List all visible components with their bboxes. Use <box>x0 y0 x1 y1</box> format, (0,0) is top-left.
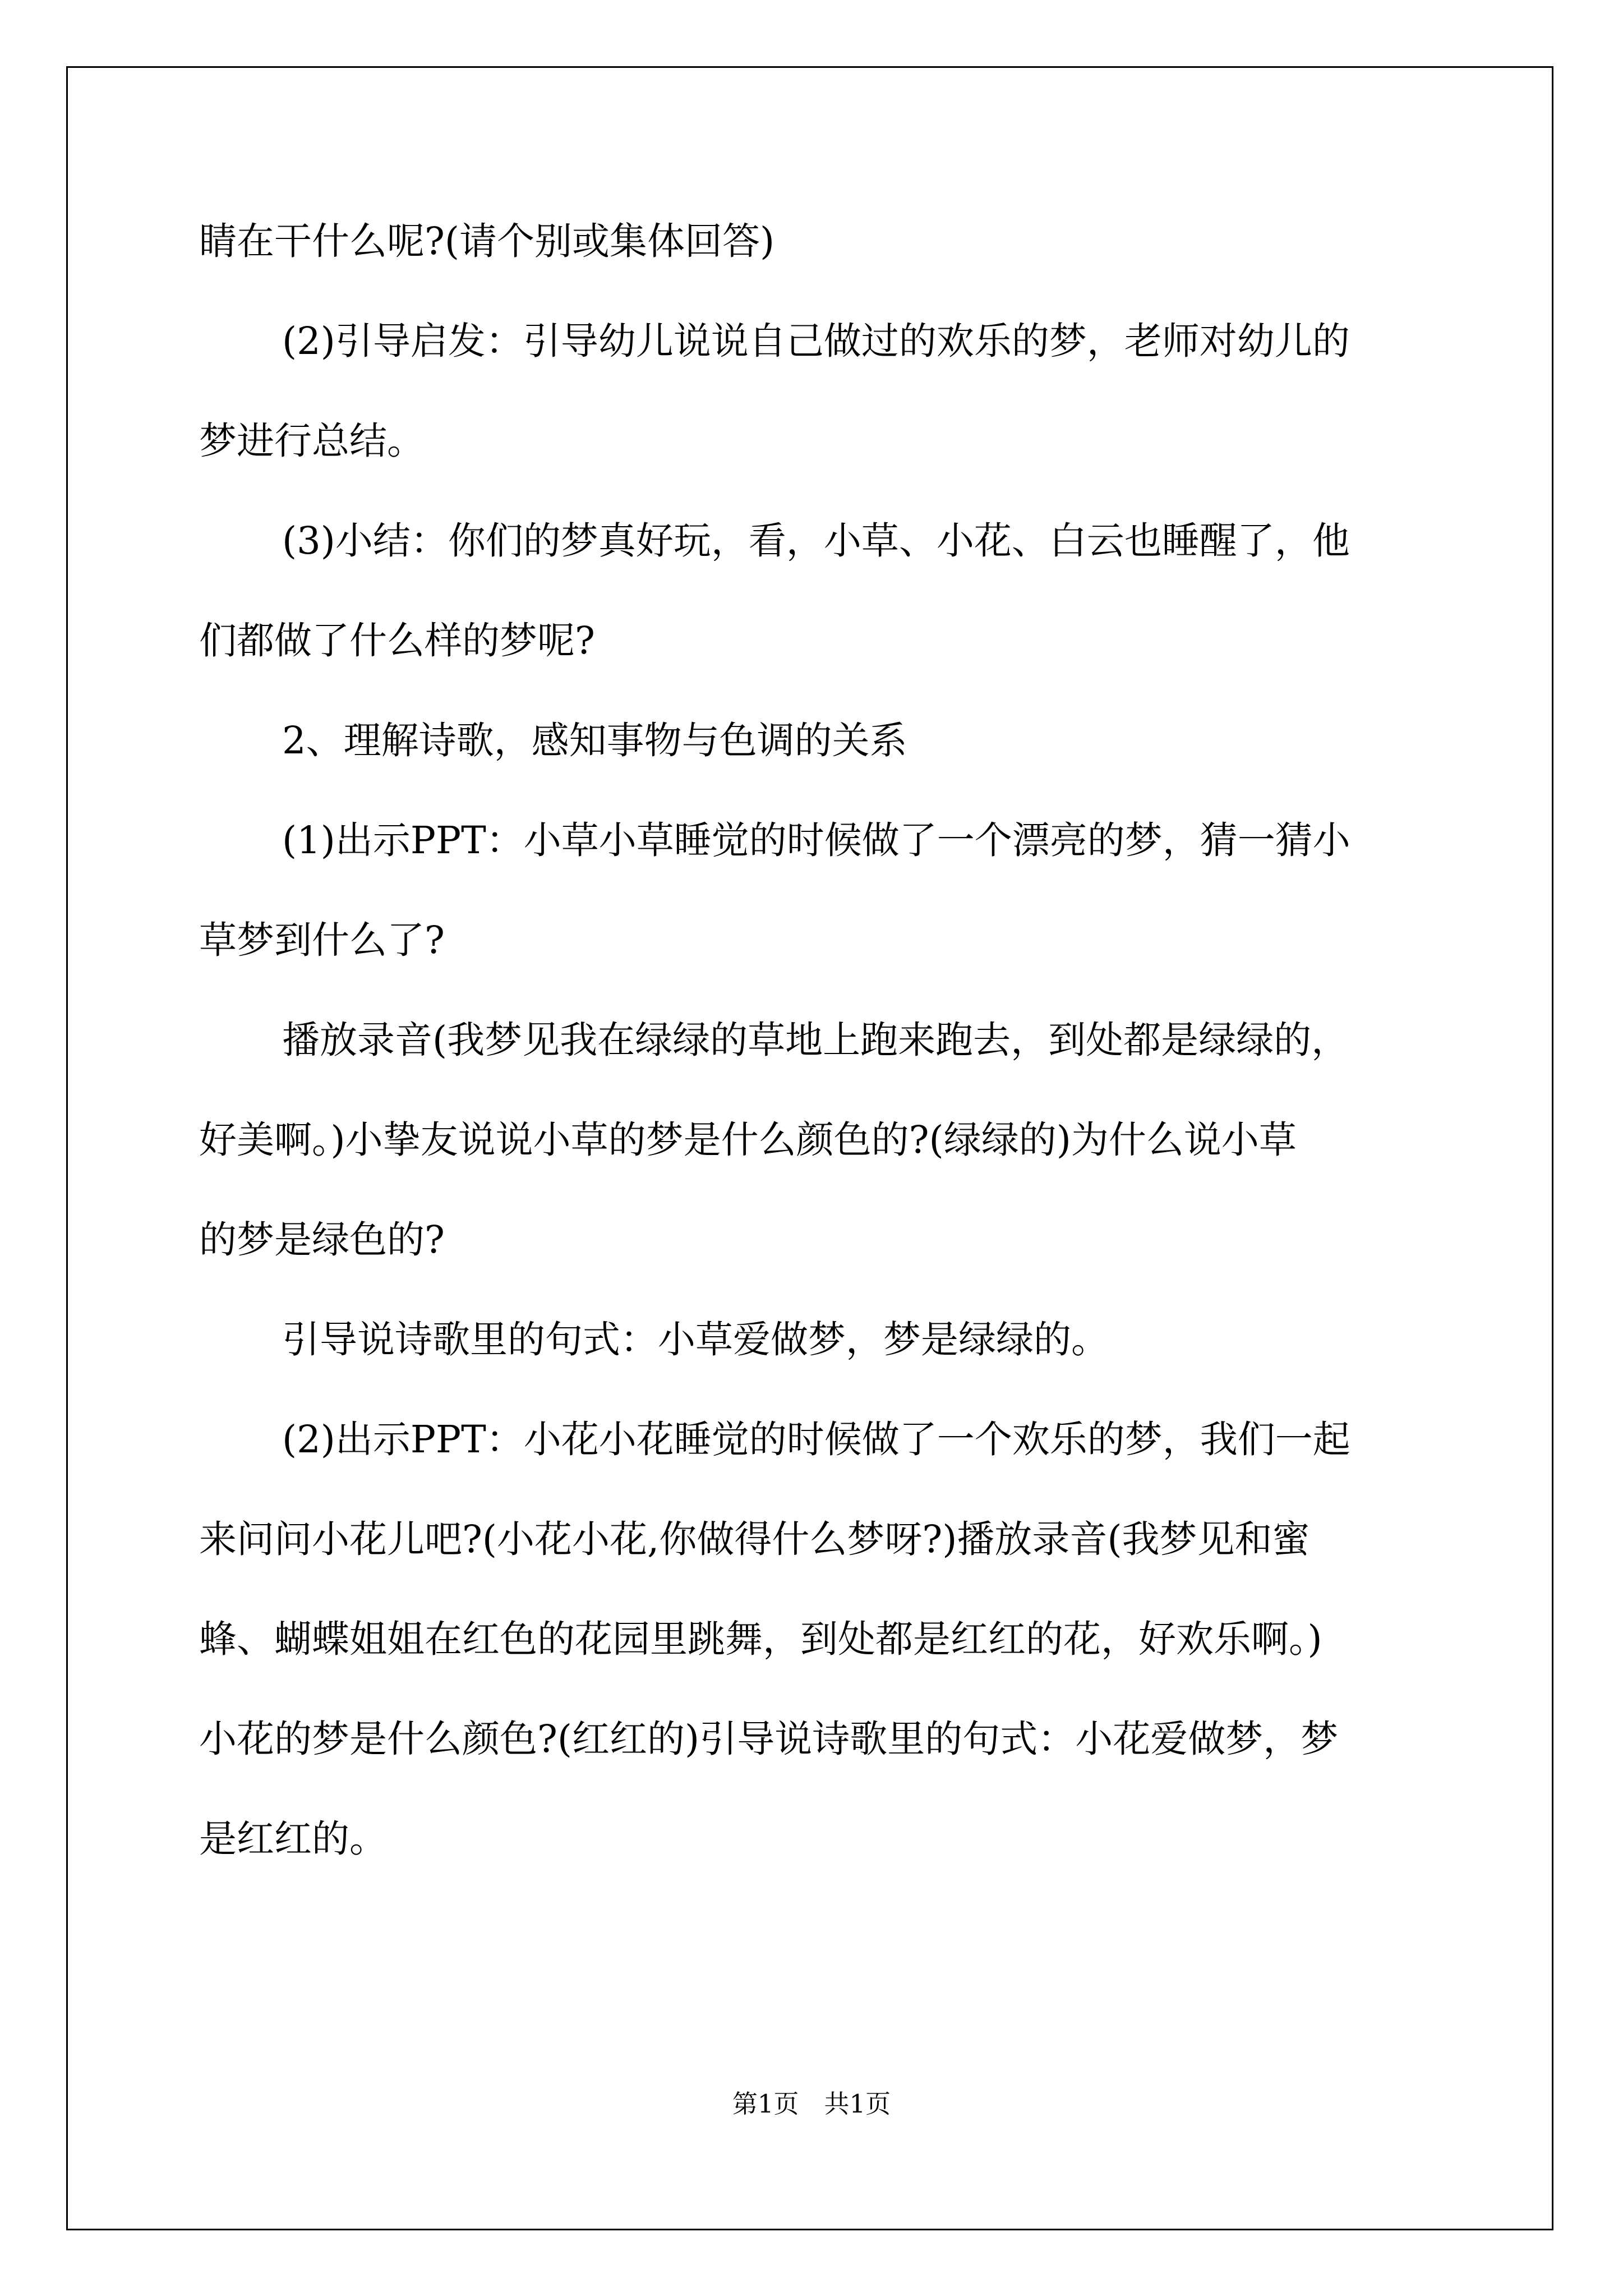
text-line: 是红红的。 <box>199 1817 387 1861</box>
text-line: 草梦到什么了? <box>199 918 445 962</box>
text-line: 来问问小花儿吧?(小花小花,你做得什么梦呀?)播放录音(我梦见和蜜 <box>199 1517 1310 1561</box>
text-line: 播放录音(我梦见我在绿绿的草地上跑来跑去，到处都是绿绿的， <box>282 1018 1349 1062</box>
text-line: 好美啊。)小挚友说说小草的梦是什么颜色的?(绿绿的)为什么说小草 <box>199 1118 1297 1162</box>
text-line: 的梦是绿色的? <box>199 1218 445 1262</box>
text-line: (2)出示PPT：小花小花睡觉的时候做了一个欢乐的梦，我们一起 <box>282 1418 1350 1461</box>
text-line: (2)引导启发：引导幼儿说说自己做过的欢乐的梦，老师对幼儿的 <box>282 319 1350 363</box>
text-line: 们都做了什么样的梦呢? <box>199 619 595 662</box>
text-line: 引导说诗歌里的句式：小草爱做梦，梦是绿绿的。 <box>282 1318 1109 1361</box>
text-line: 梦进行总结。 <box>199 419 425 463</box>
text-line: 小花的梦是什么颜色?(红红的)引导说诗歌里的句式：小花爱做梦，梦 <box>199 1717 1339 1761</box>
text-line: (1)出示PPT：小草小草睡觉的时候做了一个漂亮的梦，猜一猜小 <box>282 818 1350 862</box>
text-line: 睛在干什么呢?(请个别或集体回答) <box>199 219 775 263</box>
text-line: (3)小结：你们的梦真好玩，看，小草、小花、白云也睡醒了，他 <box>282 519 1350 563</box>
section-heading: 2、理解诗歌，感知事物与色调的关系 <box>282 719 907 762</box>
text-line: 蜂、蝴蝶姐姐在红色的花园里跳舞，到处都是红红的花，好欢乐啊。) <box>199 1617 1322 1661</box>
page-number-footer: 第1页 共1页 <box>732 2089 891 2119</box>
